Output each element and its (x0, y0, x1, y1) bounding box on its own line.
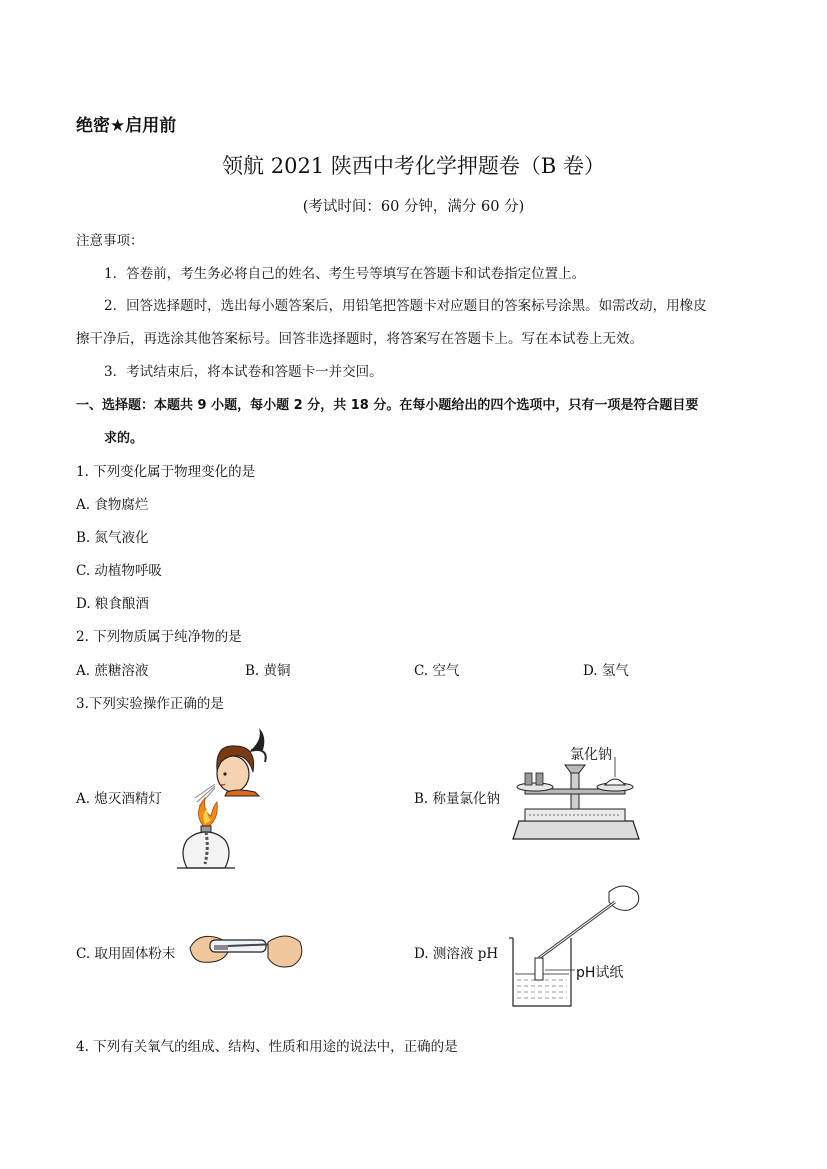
question-1-option-d: D. 粮食酿酒 (76, 596, 149, 612)
question-3-option-b: B. 称量氯化钠 (414, 791, 501, 807)
question-3-option-a: A. 熄灭酒精灯 (76, 791, 162, 807)
question-1-stem: 1. 下列变化属于物理变化的是 (76, 464, 256, 480)
exam-info: (考试时间：60 分钟，满分 60 分) (302, 199, 525, 215)
label-sodium-chloride: 氯化钠 (570, 747, 612, 763)
notice-item-3: 3．考试结束后，将本试卷和答题卡一并交回。 (104, 364, 383, 380)
question-2-option-c: C. 空气 (414, 663, 460, 679)
question-2-option-a: A. 蔗糖溶液 (76, 663, 149, 679)
figure-alcohol-lamp (165, 722, 275, 872)
question-1-option-c: C. 动植物呼吸 (76, 563, 162, 579)
notice-item-2-line-2: 擦干净后，再选涂其他答案标号。回答非选择题时，将答案写在答题卡上。写在本试卷上无效。 (76, 331, 643, 347)
page-title: 领航 2021 陕西中考化学押题卷（B 卷） (222, 154, 605, 178)
figure-powder-tube (188, 922, 304, 974)
question-2-stem: 2. 下列物质属于纯净物的是 (76, 629, 242, 645)
label-ph-paper: pH试纸 (576, 965, 624, 981)
section-heading-line-2: 求的。 (104, 431, 144, 446)
question-3-stem: 3.下列实验操作正确的是 (76, 696, 224, 712)
notice-item-2-line-1: 2．回答选择题时，选出每小题答案后，用铅笔把答题卡对应题目的答案标号涂黑。如需改动，用橡皮 (104, 298, 707, 314)
figure-ph-test (505, 878, 645, 1010)
question-2-option-b: B. 黄铜 (245, 663, 291, 679)
section-heading-line-1: 一、选择题：本题共 9 小题，每小题 2 分，共 18 分。在每小题给出的四个选项中，只有一项是符合题目要 (76, 398, 699, 413)
question-2-option-d: D. 氢气 (583, 663, 629, 679)
question-4-stem: 4. 下列有关氧气的组成、结构、性质和用途的说法中，正确的是 (76, 1039, 458, 1055)
question-3-option-c: C. 取用固体粉末 (76, 946, 176, 962)
question-1-option-b: B. 氮气液化 (76, 530, 149, 546)
question-1-option-a: A. 食物腐烂 (76, 497, 149, 513)
notice-heading: 注意事项： (76, 233, 144, 249)
notice-item-1: 1．答卷前，考生务必将自己的姓名、考生号等填写在答题卡和试卷指定位置上。 (104, 266, 586, 282)
secret-label: 绝密★启用前 (76, 116, 177, 136)
question-3-option-d: D. 测溶液 pH (414, 946, 499, 962)
